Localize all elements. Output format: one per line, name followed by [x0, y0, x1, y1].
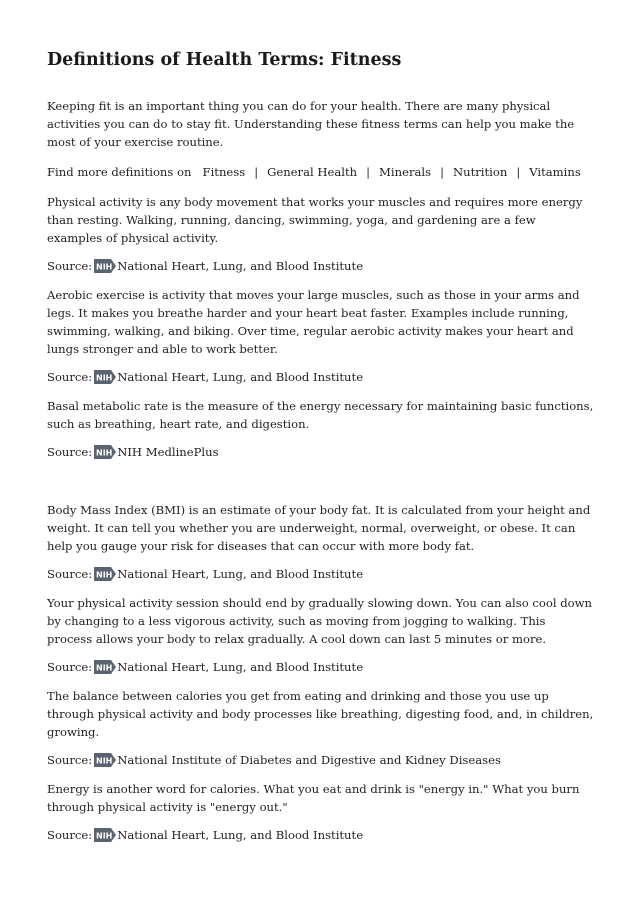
nih-logo-icon — [94, 259, 116, 273]
link-general-health[interactable]: General Health — [267, 165, 358, 179]
intro-paragraph: Keeping fit is an important thing you can do for your health. There are many physical activities you can do to stay fit. Understanding these fitness terms can help you make the most of your exercise routine. — [47, 99, 575, 149]
definition-text: Physical activity is any body movement that works your muscles and requires more energy than resting. Walking, running, dancing, swimming, yoga, and gardening are a few examples of physical activity. — [47, 195, 583, 245]
source-label: Source: — [47, 259, 93, 273]
source-line — [47, 565, 594, 583]
more-definitions-line — [47, 163, 594, 181]
definition-text: Basal metabolic rate is the measure of the energy necessary for maintaining basic functions, such as breathing, heart rate, and digestion. — [47, 399, 594, 431]
separator: | — [366, 165, 371, 179]
source-name[interactable]: National Heart, Lung, and Blood Institute — [117, 828, 364, 842]
svg-text:NIH: NIH — [96, 448, 113, 458]
nih-logo-icon — [94, 828, 116, 842]
definition-text: Body Mass Index (BMI) is an estimate of your body fat. It is calculated from your height and weight. It can tell you whether you are underweight, normal, overweight, or obese. It can help you gauge your risk for diseases that can occur with more body fat. — [47, 503, 591, 553]
source-label: Source: — [47, 828, 93, 842]
separator: | — [254, 165, 259, 179]
source-line — [47, 751, 594, 769]
source-name[interactable]: National Heart, Lung, and Blood Institute — [117, 370, 364, 384]
source-label: Source: — [47, 567, 93, 581]
nih-logo-icon — [94, 445, 116, 459]
source-name[interactable]: National Heart, Lung, and Blood Institute — [117, 567, 364, 581]
source-name[interactable]: National Heart, Lung, and Blood Institute — [117, 660, 364, 674]
separator: | — [516, 165, 521, 179]
source-label: Source: — [47, 445, 93, 459]
link-minerals[interactable]: Minerals — [379, 165, 432, 179]
nih-logo-icon — [94, 567, 116, 581]
definition-text: Aerobic exercise is activity that moves your large muscles, such as those in your arms and legs. It makes you breathe harder and your heart beat faster. Examples include running, swimming, walking, and biking. Over time, regular aerobic activity makes your heart and lungs stronger and able to work better. — [47, 288, 580, 356]
definition-text: Energy is another word for calories. What you eat and drink is "energy in." What you burn through physical activity is "energy out." — [47, 782, 580, 814]
source-label: Source: — [47, 753, 93, 767]
page-title: Definitions of Health Terms: Fitness — [47, 50, 402, 70]
svg-text:NIH: NIH — [96, 831, 113, 841]
source-label: Source: — [47, 660, 93, 674]
svg-text:NIH: NIH — [96, 262, 113, 272]
svg-text:NIH: NIH — [96, 570, 113, 580]
source-line — [47, 257, 594, 275]
svg-text:NIH: NIH — [96, 373, 113, 383]
separator: | — [440, 165, 444, 179]
nih-logo-icon — [94, 660, 116, 674]
nih-logo-icon — [94, 753, 116, 767]
source-line — [47, 826, 594, 844]
source-label: Source: — [47, 370, 93, 384]
svg-text:NIH: NIH — [96, 756, 113, 766]
source-name[interactable]: NIH MedlinePlus — [117, 445, 219, 459]
svg-text:NIH: NIH — [96, 663, 113, 673]
blank-space — [47, 472, 594, 501]
source-line — [47, 443, 594, 461]
definition-text: The balance between calories you get from eating and drinking and those you use up through physical activity and body processes like breathing, digesting food, and, in children, growing. — [47, 689, 594, 739]
definition-text: Your physical activity session should end by gradually slowing down. You can also cool down by changing to a less vigorous activity, such as moving from jogging to walking. This process allows your body to relax gradually. A cool down can last 5 minutes or more. — [47, 596, 593, 646]
more-definitions-prefix: Find more definitions on — [47, 165, 192, 179]
link-fitness[interactable]: Fitness — [202, 165, 246, 179]
link-nutrition[interactable]: Nutrition — [452, 165, 508, 179]
nih-logo-icon — [94, 370, 116, 384]
source-name[interactable]: National Institute of Diabetes and Digestive and Kidney Diseases — [117, 753, 501, 767]
source-line — [47, 368, 594, 386]
link-vitamins[interactable]: Vitamins — [529, 165, 581, 179]
source-line — [47, 658, 594, 676]
source-name[interactable]: National Heart, Lung, and Blood Institute — [117, 259, 364, 273]
